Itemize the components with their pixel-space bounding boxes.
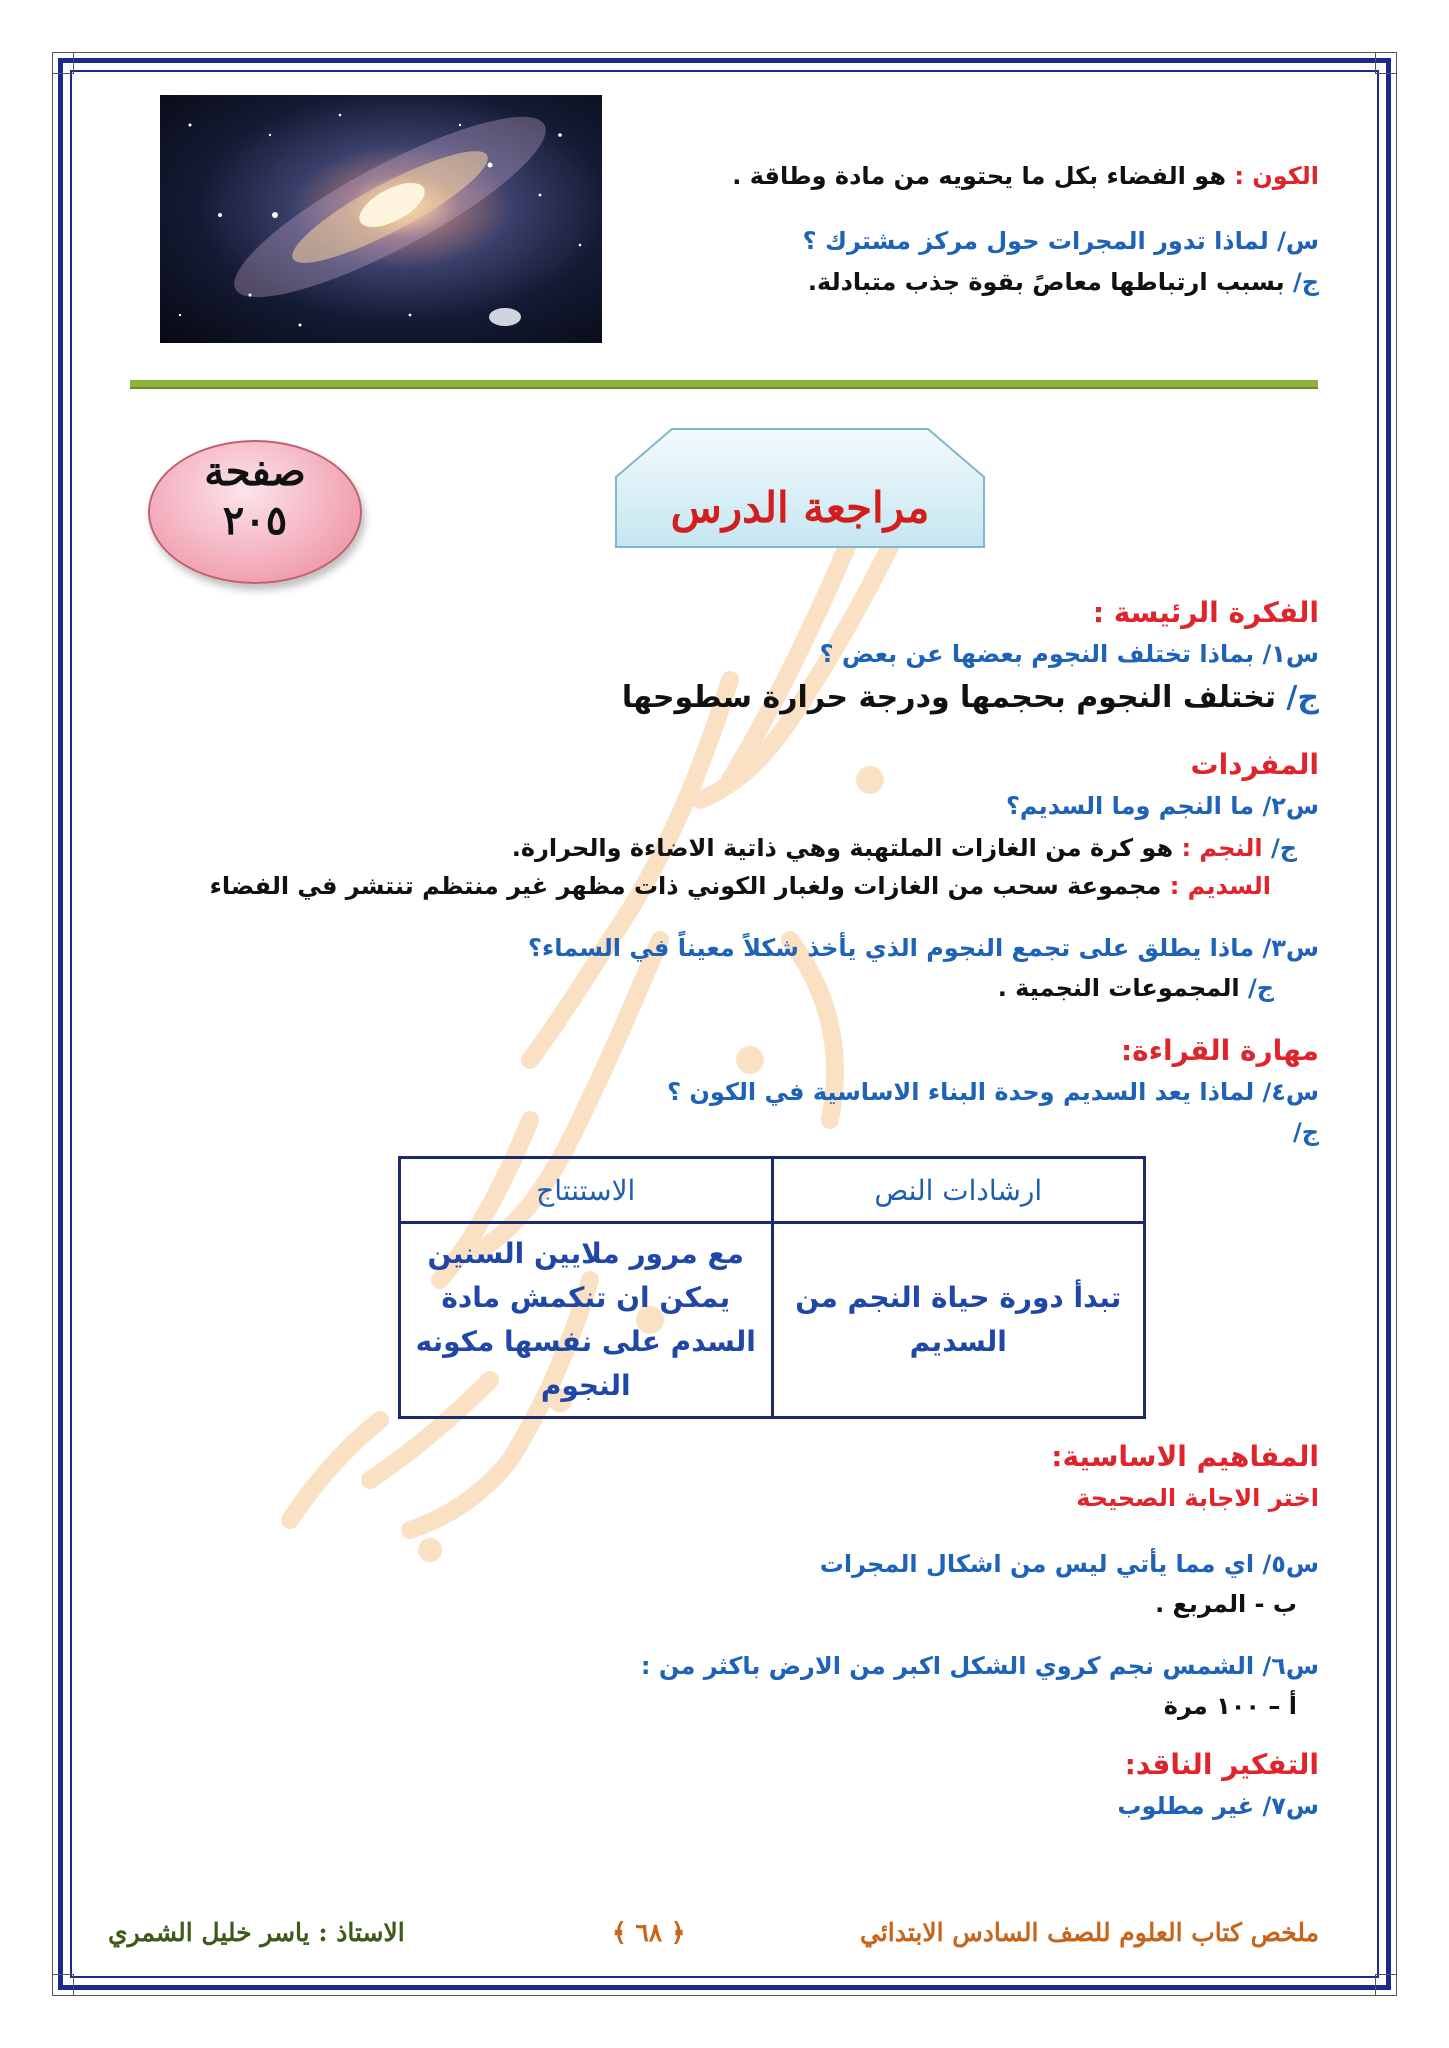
universe-answer: [808, 268, 1319, 296]
footer-page-number: ﴿ ٦٨ ﴾: [612, 1918, 686, 1947]
main-idea-question: [820, 640, 1319, 668]
answer-text: تختلف النجوم بحجمها ودرجة حرارة سطوحها: [621, 680, 1276, 715]
table-header-text-clues: ارشادات النص: [772, 1158, 1145, 1223]
question-prefix: س٤/: [1262, 1078, 1319, 1106]
page-number: ٢٠٥: [222, 497, 288, 544]
heading-reading-skill: مهارة القراءة:: [1120, 1034, 1319, 1067]
question-text: ماذا يطلق على تجمع النجوم الذي يأخذ شكلاً معيناً في السماء؟: [528, 934, 1255, 962]
universe-definition: [732, 162, 1319, 190]
term-nebula: السديم :: [1169, 872, 1271, 900]
answer-prefix: ج/: [1270, 834, 1297, 862]
question-prefix: س٣/: [1262, 934, 1319, 962]
section-divider: [130, 380, 1318, 389]
q6-question: [641, 1652, 1319, 1680]
watermark-signature: [230, 420, 1130, 1620]
corner-ornament: [52, 52, 74, 74]
corner-ornament: [52, 1974, 74, 1996]
lesson-review-banner: [610, 425, 990, 551]
term-universe: الكون :: [1234, 162, 1319, 190]
q3-question: [528, 934, 1319, 962]
table-header-conclusion: الاستنتاج: [400, 1158, 773, 1223]
nebula-definition: [210, 872, 1271, 900]
question-prefix: س١/: [1262, 640, 1319, 668]
universe-question: [803, 227, 1319, 255]
question-prefix: س٢/: [1262, 792, 1319, 820]
page-label: صفحة: [204, 448, 306, 495]
table-cell-conclusion: مع مرور ملايين السنين يمكن ان تنكمش مادة السدم على نفسها مكونه النجوم: [400, 1223, 773, 1418]
page-number-badge: [148, 440, 362, 584]
q6-answer: أ – ١٠٠ مرة: [1163, 1692, 1297, 1720]
q5-question: [820, 1550, 1319, 1578]
question-text: اي مما يأتي ليس من اشكال المجرات: [819, 1550, 1255, 1578]
heading-vocabulary: المفردات: [1190, 748, 1319, 781]
table-cell-text-clue: تبدأ دورة حياة النجم من السديم: [772, 1223, 1145, 1418]
choose-instruction: اختر الاجابة الصحيحة: [1076, 1484, 1319, 1512]
question-prefix: س/: [1277, 227, 1319, 255]
question-prefix: س٥/: [1262, 1550, 1319, 1578]
answer-prefix: ج/: [1292, 268, 1319, 296]
reading-question: [667, 1078, 1319, 1106]
q3-answer: [998, 974, 1274, 1002]
galaxy-image: [160, 95, 602, 343]
q7-question: [1117, 1792, 1319, 1820]
question-text: لماذا تدور المجرات حول مركز مشترك ؟: [802, 227, 1269, 255]
vocabulary-question: [1006, 792, 1319, 820]
footer-teacher-name: الاستاذ : ياسر خليل الشمري: [108, 1918, 405, 1947]
answer-text: بسبب ارتباطها معاصً بقوة جذب متبادلة.: [807, 268, 1285, 296]
heading-main-idea: الفكرة الرئيسة :: [1092, 596, 1319, 629]
question-text: بماذا تختلف النجوم بعضها عن بعض ؟: [819, 640, 1255, 668]
question-prefix: س٦/: [1262, 1652, 1319, 1680]
page-title: مراجعة الدرس: [670, 483, 930, 532]
universe-definition-text: هو الفضاء بكل ما يحتويه من مادة وطاقة .: [732, 162, 1226, 190]
heading-critical-thinking: التفكير الناقد:: [1124, 1748, 1319, 1781]
corner-ornament: [1375, 1974, 1397, 1996]
question-prefix: س٧/: [1262, 1792, 1319, 1820]
answer-text: المجموعات النجمية .: [997, 974, 1240, 1002]
footer-book-title: ملخص كتاب العلوم للصف السادس الابتدائي: [860, 1918, 1319, 1947]
nebula-definition-text: مجموعة سحب من الغازات ولغبار الكوني ذات مظهر غير منتظم تنتشر في الفضاء: [209, 872, 1162, 900]
star-definition-text: هو كرة من الغازات الملتهبة وهي ذاتية الاضاءة والحرارة.: [511, 834, 1174, 862]
heading-main-concepts: المفاهيم الاساسية:: [1051, 1440, 1319, 1473]
question-text: غير مطلوب: [1117, 1792, 1255, 1820]
question-text: لماذا يعد السديم وحدة البناء الاساسية في الكون ؟: [667, 1078, 1255, 1106]
main-idea-answer: [622, 680, 1319, 715]
answer-prefix: ج/: [1247, 974, 1274, 1002]
reading-answer-prefix: ج/: [1292, 1118, 1319, 1146]
q5-answer: ب - المربع .: [1155, 1590, 1297, 1618]
reading-skill-table: [398, 1156, 1146, 1419]
star-definition: [512, 834, 1297, 862]
question-text: الشمس نجم كروي الشكل اكبر من الارض باكثر من :: [640, 1652, 1255, 1680]
term-star: النجم :: [1181, 834, 1263, 862]
answer-prefix: ج/: [1286, 680, 1319, 715]
question-text: ما النجم وما السديم؟: [1005, 792, 1255, 820]
corner-ornament: [1375, 52, 1397, 74]
